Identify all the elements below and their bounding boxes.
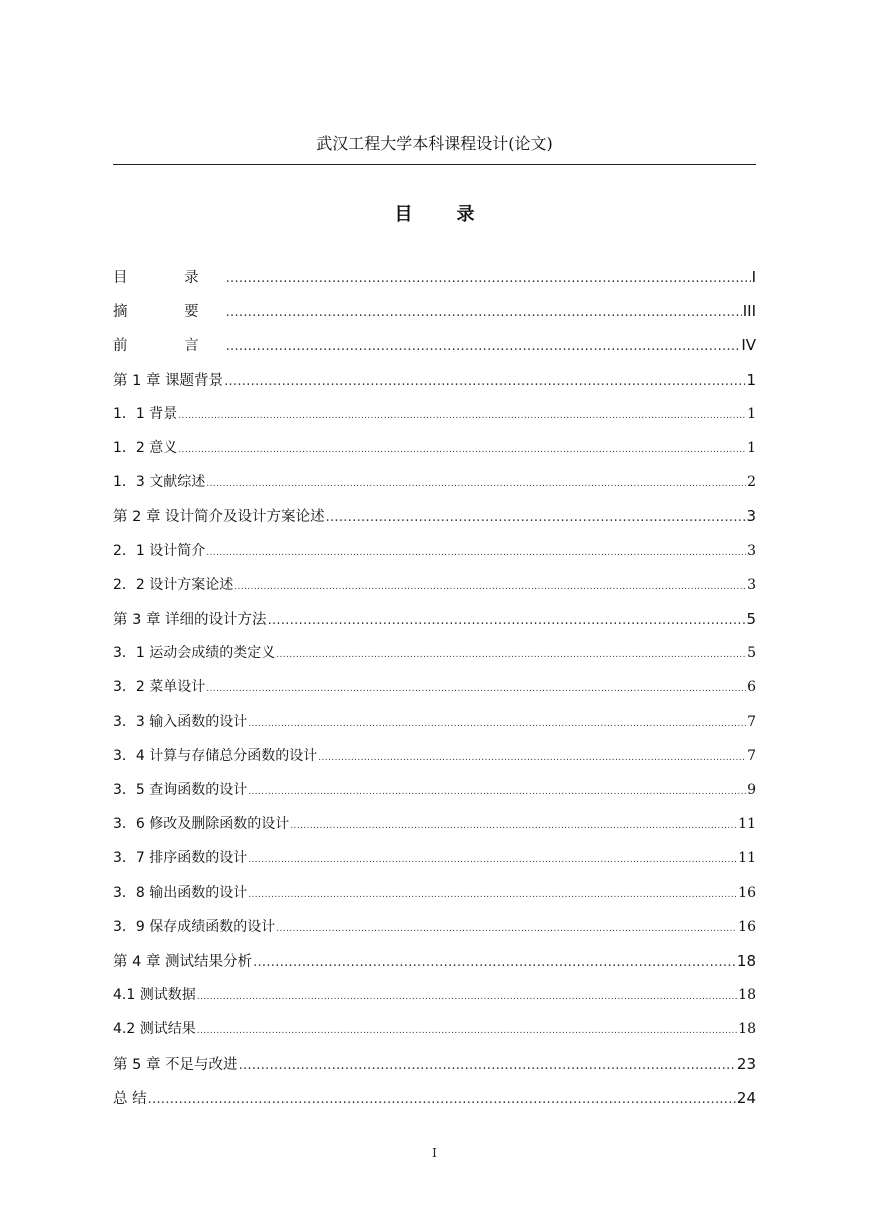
- toc-entry[interactable]: [113, 1018, 756, 1040]
- toc-dot-leader: [206, 678, 746, 700]
- toc-entry-page: 3: [747, 542, 756, 559]
- toc-entry-label: 4.1 测试数据: [113, 987, 196, 1004]
- toc-entry[interactable]: [113, 505, 756, 527]
- toc-entry-label: 3．2 菜单设计: [113, 679, 206, 696]
- toc-dot-leader: [197, 986, 737, 1008]
- toc-entry-page: 18: [738, 987, 756, 1004]
- toc-dot-leader: [276, 644, 746, 666]
- toc-entry-label: 1．2 意义: [113, 440, 178, 456]
- toc-entry-page: 23: [736, 1054, 756, 1073]
- toc-entry[interactable]: [113, 1087, 756, 1109]
- toc-entry[interactable]: [113, 745, 756, 767]
- toc-entry-page: 11: [738, 850, 756, 867]
- toc-entry[interactable]: [113, 300, 756, 322]
- toc-dot-leader: [178, 439, 746, 461]
- toc-entry[interactable]: [113, 950, 756, 972]
- toc-entry[interactable]: [113, 471, 756, 493]
- toc-entry-page: 1: [747, 405, 756, 422]
- toc-dot-leader: [206, 542, 746, 564]
- toc-entry-page: 9: [747, 782, 756, 798]
- toc-dot-leader: [239, 1055, 736, 1077]
- toc-entry[interactable]: [113, 437, 756, 459]
- toc-entry-page: 2: [747, 474, 756, 491]
- toc-entry[interactable]: [113, 403, 756, 425]
- toc-dot-leader: [253, 952, 736, 974]
- toc-entry-label: 目 录: [113, 270, 225, 286]
- toc-entry[interactable]: [113, 916, 756, 938]
- toc-entry-page: 7: [747, 747, 756, 764]
- toc-dot-leader: [226, 302, 742, 324]
- toc-entry[interactable]: [113, 369, 756, 391]
- toc-entry[interactable]: [113, 608, 756, 630]
- toc-entry-page: 5: [746, 610, 756, 628]
- toc-entry-page: 5: [747, 645, 756, 662]
- toc-entry-page: 6: [747, 679, 756, 696]
- toc-dot-leader: [248, 713, 746, 735]
- toc-entry-label: 总 结: [113, 1090, 147, 1107]
- toc-entry-label: 3．1 运动会成绩的类定义: [113, 645, 276, 662]
- toc-dot-leader: [248, 781, 746, 803]
- toc-entry-page: 7: [747, 713, 756, 730]
- toc-entry-page: I: [751, 268, 756, 286]
- toc-entry-label: 第 2 章 设计简介及设计方案论述: [113, 509, 325, 526]
- toc-entry[interactable]: [113, 266, 756, 288]
- toc-entry[interactable]: [113, 779, 756, 801]
- toc-entry[interactable]: [113, 642, 756, 664]
- toc-dot-leader: [148, 1089, 736, 1111]
- toc-entry-page: 18: [738, 1021, 756, 1038]
- toc-entry-label: 3．4 计算与存储总分函数的设计: [113, 747, 318, 764]
- toc-entry-label: 摘 要: [113, 304, 225, 321]
- toc-entry-page: 16: [738, 884, 756, 901]
- toc-entry-page: 1: [747, 440, 756, 456]
- toc-entry-label: 3．5 查询函数的设计: [113, 782, 248, 798]
- table-of-contents: [113, 0, 756, 1228]
- toc-entry[interactable]: [113, 813, 756, 835]
- toc-entry-label: 3．6 修改及删除函数的设计: [113, 816, 290, 833]
- toc-entry-page: IV: [741, 336, 756, 355]
- toc-dot-leader: [197, 1020, 737, 1042]
- toc-entry-label: 3．8 输出函数的设计: [113, 884, 248, 901]
- toc-entry-label: 2．2 设计方案论述: [113, 576, 234, 593]
- toc-dot-leader: [248, 849, 737, 871]
- toc-entry-label: 4.2 测试结果: [113, 1021, 196, 1038]
- toc-entry-page: 3: [747, 576, 756, 593]
- toc-entry-label: 1．1 背景: [113, 405, 178, 422]
- toc-entry[interactable]: [113, 847, 756, 869]
- toc-entry-label: 1．3 文献综述: [113, 474, 206, 491]
- toc-entry-page: 3: [746, 507, 756, 526]
- page-number: I: [432, 1146, 437, 1160]
- toc-entry-page: 18: [736, 952, 756, 970]
- toc-dot-leader: [326, 507, 746, 529]
- toc-entry-label: 3．7 排序函数的设计: [113, 850, 248, 867]
- toc-dot-leader: [268, 610, 746, 632]
- toc-dot-leader: [318, 747, 746, 769]
- toc-entry[interactable]: [113, 676, 756, 698]
- toc-entry-label: 2．1 设计简介: [113, 542, 206, 559]
- toc-entry[interactable]: [113, 1053, 756, 1075]
- toc-entry-label: 第 5 章 不足与改进: [113, 1056, 238, 1073]
- toc-entry[interactable]: [113, 540, 756, 562]
- toc-dot-leader: [206, 473, 746, 495]
- toc-dot-leader: [226, 336, 741, 358]
- toc-entry-page: 24: [736, 1088, 756, 1107]
- toc-entry[interactable]: [113, 711, 756, 733]
- toc-entry-page: 16: [738, 918, 756, 935]
- toc-entry[interactable]: [113, 882, 756, 904]
- toc-entry-page: 11: [738, 816, 756, 833]
- toc-entry-label: 第 1 章 课题背景: [113, 372, 224, 389]
- toc-dot-leader: [290, 815, 737, 837]
- toc-dot-leader: [178, 405, 746, 427]
- toc-entry-label: 第 4 章 测试结果分析: [113, 954, 253, 970]
- toc-entry[interactable]: [113, 984, 756, 1006]
- toc-dot-leader: [226, 268, 751, 290]
- toc-entry-page: 1: [746, 370, 756, 389]
- toc-entry-label: 3．3 输入函数的设计: [113, 713, 248, 730]
- toc-dot-leader: [234, 576, 746, 598]
- running-header: 武汉工程大学本科课程设计(论文): [316, 134, 553, 153]
- toc-entry-label: 前 言: [113, 338, 225, 355]
- toc-dot-leader: [224, 371, 745, 393]
- toc-dot-leader: [248, 884, 737, 906]
- toc-entry-label: 3．9 保存成绩函数的设计: [113, 918, 276, 935]
- toc-entry[interactable]: [113, 334, 756, 356]
- toc-entry[interactable]: [113, 574, 756, 596]
- toc-dot-leader: [276, 918, 737, 940]
- toc-entry-page: III: [742, 302, 756, 321]
- toc-title: 目录: [394, 204, 519, 225]
- toc-entry-label: 第 3 章 详细的设计方法: [113, 612, 267, 628]
